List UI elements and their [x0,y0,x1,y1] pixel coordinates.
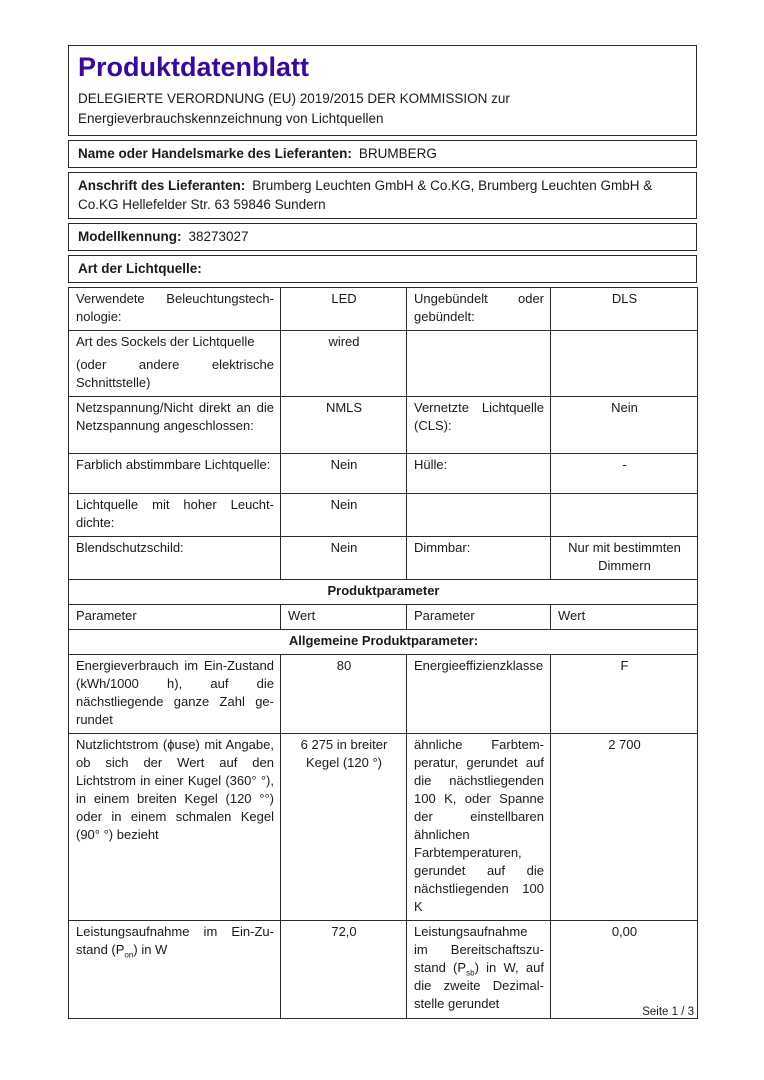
param-value-cell [551,331,698,397]
table-row [69,734,698,921]
column-header-row [69,605,698,630]
param-label-cell: Energieverbrauch im Ein-Zustand (kWh/1000 h), auf die nächstliegende ganze Zahl gerundet [69,655,281,734]
param-label-cell: Blendschutzschild: [69,537,281,580]
column-header-cell: Wert [281,605,407,630]
regulation-line-2: Energieverbrauchskennzeichnung von Lichtquellen [78,110,384,126]
param-label-cell: Leistungsaufnahme im Ein-Zustand $(P_{on})$ in W [69,921,281,1019]
param-label-cell: Leistungsaufnahme im Bereitschaftszustand $(P_{sb})$ in W, auf die zweite Dezimalstelle gerundet [407,921,551,1019]
table-row [69,494,698,537]
param-value-cell: 72,0 [281,921,407,1019]
param-value-cell: NMLS [281,397,407,454]
table-row [69,454,698,494]
param-label-cell: Art des Sockels der Lichtquelle (oder andere elektrische Schnittstelle) [69,331,281,397]
model-id-label: Modellkennung: [78,229,182,244]
param-value-cell: 0,00 [551,921,698,1019]
param-value-cell: DLS [551,288,698,331]
supplier-name-label: Name oder Handelsmarke des Lieferanten: [78,146,352,161]
parameters-table [68,287,698,1019]
param-label-cell: Nutzlichtstrom (ϕuse) mit Angabe, ob sich der Wert auf den Lichtstrom in einer Kugel (360° °), in einem breiten Kegel (120 °°) oder in einem schmalen Kegel (90° °) bezieht [69,734,281,921]
model-id-value: 38273027 [188,229,249,244]
subsection-header-row [69,630,698,655]
page-title: Produktdatenblatt [78,52,310,82]
section-header-row [69,580,698,605]
param-value-cell: 80 [281,655,407,734]
param-value-cell: Nein [281,494,407,537]
param-value-cell: 2 700 [551,734,698,921]
column-header-cell: Parameter [69,605,281,630]
param-label-cell: Energieeffizienzklasse [407,655,551,734]
datasheet-content [68,45,697,1019]
table-row [69,921,698,1019]
param-value-cell: wired [281,331,407,397]
param-value-cell: 6 275 in breiter Kegel (120 °) [281,734,407,921]
param-label-cell: Netzspannung/Nicht direkt an die Netzspannung angeschlossen: [69,397,281,454]
param-value-cell: LED [281,288,407,331]
general-parameters-header: Allgemeine Produktparameter: [69,630,698,655]
param-value-cell: Nein [551,397,698,454]
regulation-line-1: DELEGIERTE VERORDNUNG (EU) 2019/2015 DER KOMMISSION zur [78,91,510,106]
param-value-cell: Nein [281,454,407,494]
param-value-cell: Nein [281,537,407,580]
column-header-cell: Parameter [407,605,551,630]
supplier-name-row [68,140,697,168]
param-value-cell: Nur mit bestimmten Dimmern [551,537,698,580]
table-row [69,288,698,331]
supplier-address-label: Anschrift des Lieferanten: [78,178,246,193]
param-label-cell: Ungebündelt oder gebündelt: [407,288,551,331]
light-source-type-heading: Art der Lichtquelle: [68,255,697,283]
supplier-address-row [68,172,697,219]
param-value-cell: F [551,655,698,734]
param-label-cell: Hülle: [407,454,551,494]
supplier-address-value: Brumberg Leuchten GmbH & Co.KG, Brumberg Leuchten GmbH & Co.KG Hellefelder Str. 63 59846 Sundern [78,178,653,212]
param-label-cell: Dimmbar: [407,537,551,580]
table-row [69,331,698,397]
column-header-cell: Wert [551,605,698,630]
param-label-cell: Verwendete Beleuchtungstechnologie: [69,288,281,331]
param-label-cell: Lichtquelle mit hoher Leuchtdichte: [69,494,281,537]
page-indicator: Seite 1 / 3 [642,1006,694,1018]
param-label-cell: ähnliche Farbtemperatur, gerundet auf die nächstliegenden 100 K, oder Spanne der einstellbaren ähnlichen Farbtemperaturen, gerundet auf die nächstliegenden 100 K [407,734,551,921]
model-id-row [68,223,697,251]
param-label-cell: Farblich abstimmbare Lichtquelle: [69,454,281,494]
product-parameters-header: Produktparameter [69,580,698,605]
param-label-cell: Vernetzte Lichtquelle (CLS): [407,397,551,454]
table-row [69,537,698,580]
table-row [69,655,698,734]
table-row [69,397,698,454]
supplier-name-value: BRUMBERG [358,146,437,161]
param-value-cell [551,494,698,537]
param-value-cell: - [551,454,698,494]
param-label-cell [407,494,551,537]
title-box [68,45,697,136]
param-label-cell [407,331,551,397]
